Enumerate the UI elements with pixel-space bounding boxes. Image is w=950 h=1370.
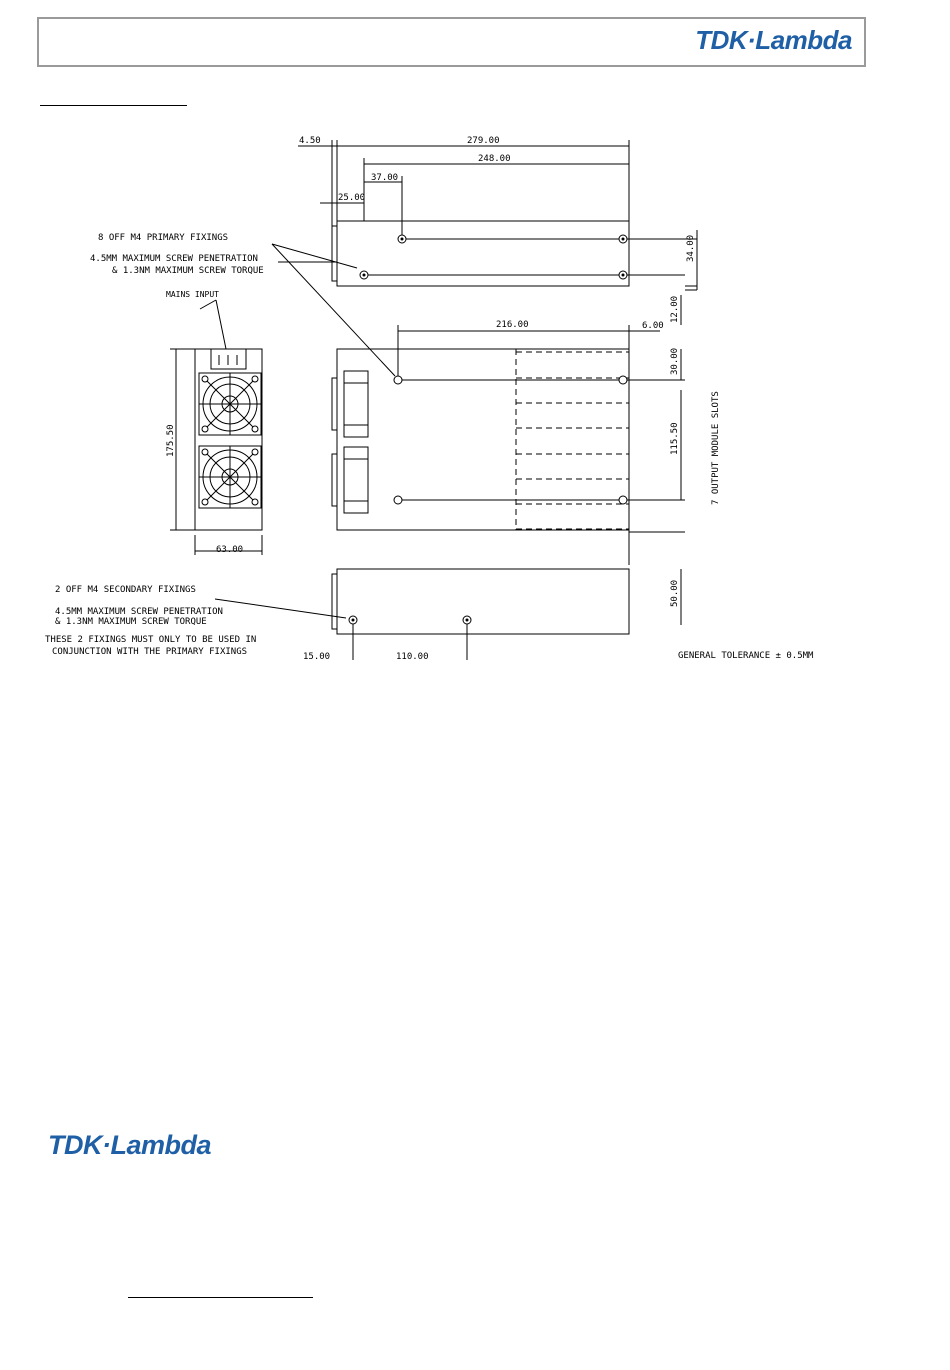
dim-12: 12.00 (670, 295, 680, 323)
note-must-line2: CONJUNCTION WITH THE PRIMARY FIXINGS (52, 647, 248, 657)
note-secondary-line2: & 1.3NM MAXIMUM SCREW TORQUE (55, 617, 207, 627)
dim-4-50: 4.50 (299, 136, 321, 146)
dim-50: 50.00 (670, 579, 680, 607)
footnote-rule (128, 1297, 313, 1298)
note-secondary-title: 2 OFF M4 SECONDARY FIXINGS (55, 585, 196, 595)
dim-34: 34.00 (686, 234, 696, 262)
fan-lower (344, 447, 368, 513)
dim-6: 6.00 (642, 321, 664, 331)
note-primary-line1: 4.5MM MAXIMUM SCREW PENETRATION (90, 254, 258, 264)
dim-110: 110.00 (396, 652, 429, 662)
tdk-lambda-logo-header: TDK·Lambda (695, 25, 852, 55)
dim-248: 248.00 (478, 154, 511, 164)
dim-279: 279.00 (467, 136, 500, 146)
bottom-view-body (337, 569, 629, 634)
dim-216: 216.00 (496, 320, 529, 330)
note-mains-input: MAINS INPUT (166, 290, 219, 299)
dim-15: 15.00 (303, 652, 331, 662)
note-primary-line2: & 1.3NM MAXIMUM SCREW TORQUE (112, 266, 264, 276)
hole-centres (352, 238, 625, 622)
side-view-body (337, 349, 629, 530)
note-output-slots: 7 OUTPUT MODULE SLOTS (711, 391, 721, 505)
fan-upper (344, 371, 368, 437)
note-tolerance: GENERAL TOLERANCE ± 0.5MM (678, 651, 814, 661)
dim-63: 63.00 (216, 545, 244, 555)
dim-37: 37.00 (371, 173, 399, 183)
dim-25: 25.00 (338, 193, 366, 203)
note-must-line1: THESE 2 FIXINGS MUST ONLY TO BE USED IN (45, 635, 257, 645)
note-primary-title: 8 OFF M4 PRIMARY FIXINGS (98, 233, 229, 243)
top-view-front-lip (332, 226, 337, 281)
dim-115-50: 115.50 (670, 422, 680, 455)
tdk-lambda-logo-footer: TDK·Lambda (48, 1130, 211, 1160)
dim-175-50: 175.50 (166, 424, 176, 457)
drawing-lines (170, 140, 697, 660)
note-secondary-line1: 4.5MM MAXIMUM SCREW PENETRATION (55, 607, 223, 617)
fixing-holes (349, 235, 627, 624)
top-view-body (337, 221, 629, 286)
dim-30: 30.00 (670, 347, 680, 375)
